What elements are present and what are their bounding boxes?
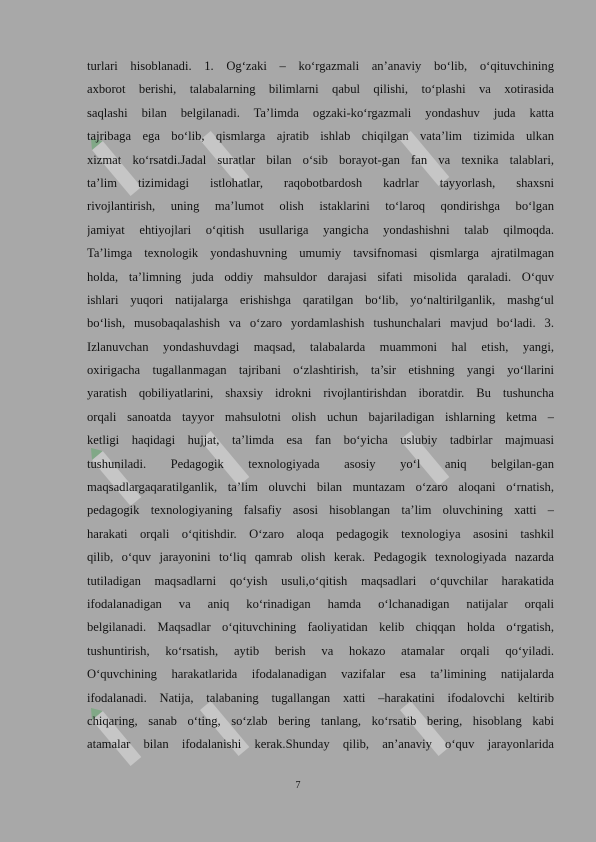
text-line: orqali sanoatda tayyor mahsulotni olish uchun bajariladigan ishlarning ketma – <box>87 409 554 424</box>
text-line: harakati orqali o‘qitishdir. O‘zaro aloqa pedagogik texnologiya asosini tashkil <box>87 526 554 541</box>
text-line: saqlashi bilan belgilanadi. Ta’limda ogzaki-ko‘rgazmali yondashuv juda katta <box>87 105 554 120</box>
text-line: oxirigacha tugallanmagan tajribani o‘zlashtirish, ta’sir etishning yangi yo‘llarini <box>87 363 554 378</box>
text-line: axborot berishi, talabalarning bilimlarni qabul qilishi, to‘plashi va xotirasida <box>87 82 554 97</box>
text-line: xizmat ko‘rsatdi.Jadal suratlar bilan o‘sib borayot-gan fan va texnika talablari, <box>87 152 554 167</box>
text-line: atamalar bilan ifodalanishi kerak.Shunday qilib, an’anaviy o‘quv jarayonlarida <box>87 737 554 752</box>
text-line: qilib, o‘quv jarayonini to‘liq qamrab olish kerak. Pedagogik texnologiyada nazarda <box>87 550 554 565</box>
text-line: holda, ta’limning juda oddiy mahsuldor darajasi sifati misolida qaraladi. O‘quv <box>87 269 554 284</box>
text-line: Izlanuvchan yondashuvdagi maqsad, talabalarda muammoni hal etish, yangi, <box>87 339 554 354</box>
text-line: bo‘lish, musobaqalashish va o‘zaro yordamlashish tushunchalari mavjud bo‘ladi. 3. <box>87 316 554 331</box>
text-line: turlari hisoblanadi. 1. Og‘zaki – ko‘rgazmali an’anaviy bo‘lib, o‘qituvchining <box>87 59 554 73</box>
text-line: belgilanadi. Maqsadlar o‘qituvchining faoliyatidan kelib chiqqan holda o‘rgatish, <box>87 620 554 635</box>
text-line: tajribaga ega bo‘lib, qismlarga ajratib ishlab chiqilgan vata’lim tizimida ulkan <box>87 129 554 144</box>
text-line: ta’lim tizimidagi istlohatlar, raqobotbardosh kadrlar tayyorlash, shaxsni <box>87 175 554 190</box>
text-line: pedagogik texnologiyaning falsafiy asosi hisoblangan ta’lim oluvchining xatti – <box>87 503 554 518</box>
text-line: jamiyat ehtiyojlari o‘qitish usullariga yangicha yondashishni talab qilmoqda. <box>87 222 554 237</box>
page-number: 7 <box>295 780 301 791</box>
text-line: ifodalanadi. Natija, talabaning tugallangan xatti –harakatini ifodalovchi keltirib <box>87 690 554 705</box>
body-text <box>87 55 554 757</box>
text-line: maqsadlargaqaratilganlik, ta’lim oluvchi bilan muntazam o‘zaro aloqani o‘rnatish, <box>87 480 554 495</box>
text-line: O‘quvchining harakatlarida ifodalanadigan vazifalar esa ta’limining natijalarda <box>87 667 554 682</box>
text-line: ketligi haqidagi hujjat, ta’limda esa fan bo‘yicha uslubiy tadbirlar majmuasi <box>87 433 554 448</box>
text-line: chiqaring, sanab o‘ting, so‘zlab bering tanlang, ko‘rsatib bering, hisoblang kabi <box>87 713 554 728</box>
text-line: rivojlantirish, uning ma’lumot olish istaklarini to‘laroq qondirishga bo‘lgan <box>87 199 554 214</box>
text-line: yaratish qobiliyatlarini, shaxsiy idrokni rivojlantirishdan iboratdir. Bu tushuncha <box>87 386 554 401</box>
text-line: tushuniladi. Pedagogik texnologiyada asosiy yo‘l aniq belgilan-gan <box>87 456 554 471</box>
text-line: tutiladigan maqsadlarni qo‘yish usuli,o‘qitish maqsadlari o‘quvchilar harakatida <box>87 573 554 588</box>
text-line: tushuntirish, ko‘rsatish, aytib berish va hokazo atamalar orqali qo‘yiladi. <box>87 643 554 658</box>
text-line: ifodalanadigan va aniq ko‘rinadigan hamda o‘lchanadigan natijalar orqali <box>87 596 554 611</box>
text-line: ishlari yuqori natijalarga erishishga qaratilgan bo‘lib, yo‘naltirilganlik, mashg‘ul <box>87 292 554 307</box>
text-line: Ta’limga texnologik yondashuvning umumiy tavsifnomasi qismlarga ajratilmagan <box>87 246 554 261</box>
